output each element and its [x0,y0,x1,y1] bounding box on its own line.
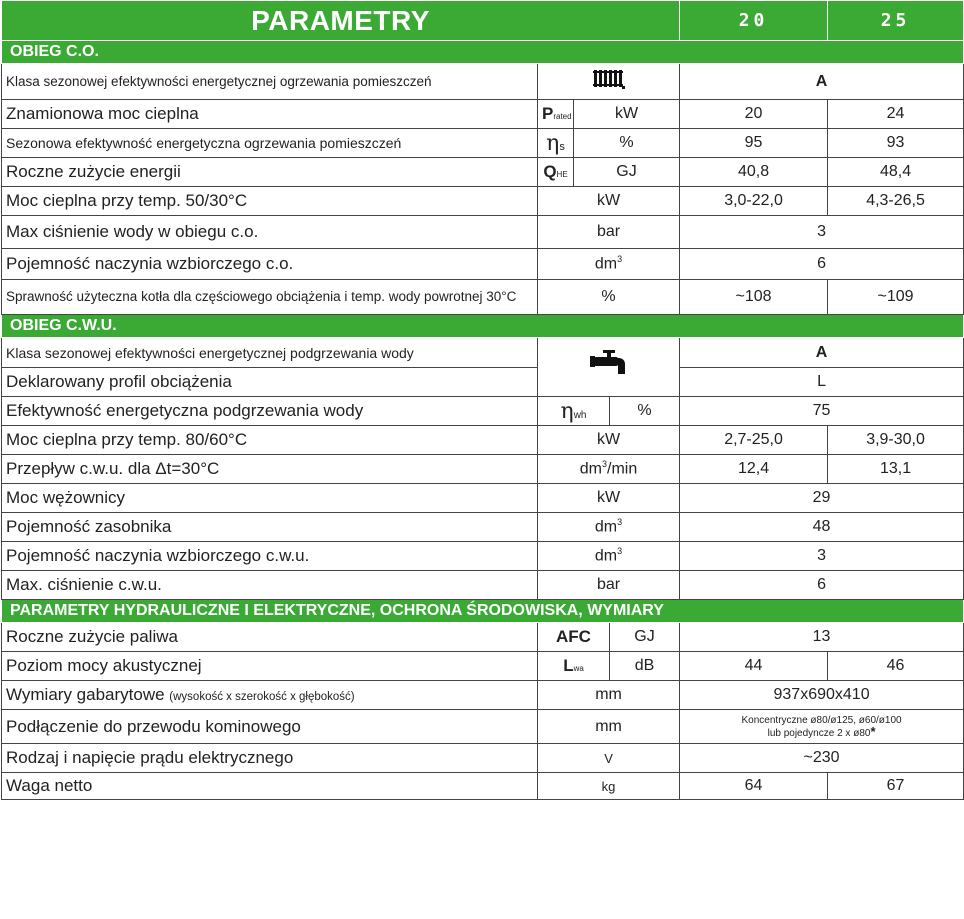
table-row [2,681,964,710]
table-row [2,773,964,800]
row-unit: kW [538,426,680,455]
value-model-25: 4,3-26,5 [828,187,964,216]
row-value: 3 [680,542,964,571]
row-symbol: AFC [538,623,610,652]
table-row [2,571,964,600]
row-label: Moc cieplna przy temp. 50/30°C [2,187,538,216]
row-value: 75 [680,397,964,426]
row-value: 6 [680,249,964,280]
row-label: Wymiary gabarytowe (wysokość x szerokość x głębokość) [2,681,538,710]
row-unit: mm [538,710,680,744]
row-label: Moc cieplna przy temp. 80/60°C [2,426,538,455]
table-header [2,1,964,41]
row-symbol: ηs [538,129,574,158]
value-model-20: 95 [680,129,828,158]
value-model-25: 67 [828,773,964,800]
row-value: A [680,338,964,368]
table-row [2,710,964,744]
row-label: Roczne zużycie paliwa [2,623,538,652]
row-label: Efektywność energetyczna podgrzewania wody [2,397,538,426]
row-label: Pojemność zasobnika [2,513,538,542]
row-unit: kW [538,187,680,216]
value-model-20: 20 [680,100,828,129]
row-label: Podłączenie do przewodu kominowego [2,710,538,744]
value-model-25: 13,1 [828,455,964,484]
section-cwu [2,315,964,338]
parameters-table [1,0,964,800]
section-co [2,41,964,64]
value-model-20: 64 [680,773,828,800]
row-symbol: Prated [538,100,574,129]
row-label: Klasa sezonowej efektywności energetycznej podgrzewania wody [2,338,538,368]
row-unit: dB [610,652,680,681]
row-value: 6 [680,571,964,600]
value-model-20: 2,7-25,0 [680,426,828,455]
row-label: Sprawność użyteczna kotła dla częściowego obciążenia i temp. wody powrotnej 30°C [2,280,538,315]
value-model-20: 12,4 [680,455,828,484]
row-symbol: ηwh [538,397,610,426]
row-label: Klasa sezonowej efektywności energetycznej ogrzewania pomieszczeń [2,64,538,100]
row-symbol: QHE [538,158,574,187]
table-row [2,484,964,513]
table-row [2,158,964,187]
row-unit: V [538,744,680,773]
row-label: Max. ciśnienie c.w.u. [2,571,538,600]
row-value: 13 [680,623,964,652]
radiator-icon [538,64,680,100]
section-hydraulic [2,600,964,623]
table-row [2,455,964,484]
row-unit: % [574,129,680,158]
row-unit: kW [574,100,680,129]
row-unit: kW [538,484,680,513]
row-label: Rodzaj i napięcie prądu elektrycznego [2,744,538,773]
row-label: Deklarowany profil obciążenia [2,368,538,397]
table-row [2,187,964,216]
value-model-25: 48,4 [828,158,964,187]
row-unit: % [610,397,680,426]
section-title: PARAMETRY HYDRAULICZNE I ELEKTRYCZNE, OCHRONA ŚRODOWISKA, WYMIARY [2,600,964,623]
table-row [2,513,964,542]
table-row [2,623,964,652]
row-label: Roczne zużycie energii [2,158,538,187]
row-label: Max ciśnienie wody w obiegu c.o. [2,216,538,249]
row-unit: % [538,280,680,315]
table-row [2,652,964,681]
row-value: Koncentryczne ø80/ø125, ø60/ø100 lub pojedyncze 2 x ø80* [680,710,964,744]
table-row [2,338,964,368]
value-model-20: ~108 [680,280,828,315]
table-row [2,129,964,158]
row-unit: $dm^3$ [538,513,680,542]
table-row [2,397,964,426]
table-row [2,249,964,280]
row-unit: $dm^3/\min$ [538,455,680,484]
table-row [2,216,964,249]
row-label: Sezonowa efektywność energetyczna ogrzewania pomieszczeń [2,129,538,158]
row-value: 48 [680,513,964,542]
value-model-25: 3,9-30,0 [828,426,964,455]
row-unit: GJ [574,158,680,187]
row-value: ~230 [680,744,964,773]
row-label: Poziom mocy akustycznej [2,652,538,681]
table-row [2,280,964,315]
row-value: L [680,368,964,397]
row-value: 937x690x410 [680,681,964,710]
section-title: OBIEG C.W.U. [2,315,964,338]
row-symbol: Lwa [538,652,610,681]
row-unit: kg [538,773,680,800]
row-unit: bar [538,216,680,249]
table-row [2,64,964,100]
section-title: OBIEG C.O. [2,41,964,64]
row-label: Znamionowa moc cieplna [2,100,538,129]
model-20-header: 20 [680,1,828,41]
value-model-20: 44 [680,652,828,681]
row-label: Przepływ c.w.u. dla Δt=30°C [2,455,538,484]
table-title: PARAMETRY [2,1,680,41]
row-value: A [680,64,964,100]
tap-icon [538,338,680,397]
value-model-20: 3,0-22,0 [680,187,828,216]
table-row [2,744,964,773]
row-label: Waga netto [2,773,538,800]
row-label: Pojemność naczynia wzbiorczego c.w.u. [2,542,538,571]
row-unit: mm [538,681,680,710]
value-model-25: 46 [828,652,964,681]
table-row [2,368,964,397]
row-value: 29 [680,484,964,513]
value-model-25: 24 [828,100,964,129]
table-row [2,100,964,129]
model-25-header: 25 [828,1,964,41]
row-label: Moc wężownicy [2,484,538,513]
table-row [2,542,964,571]
value-model-25: ~109 [828,280,964,315]
row-unit: GJ [610,623,680,652]
value-model-25: 93 [828,129,964,158]
row-unit: bar [538,571,680,600]
row-label: Pojemność naczynia wzbiorczego c.o. [2,249,538,280]
table-row [2,426,964,455]
value-model-20: 40,8 [680,158,828,187]
row-value: 3 [680,216,964,249]
row-unit: $dm^3$ [538,542,680,571]
row-unit: $dm^3$ [538,249,680,280]
